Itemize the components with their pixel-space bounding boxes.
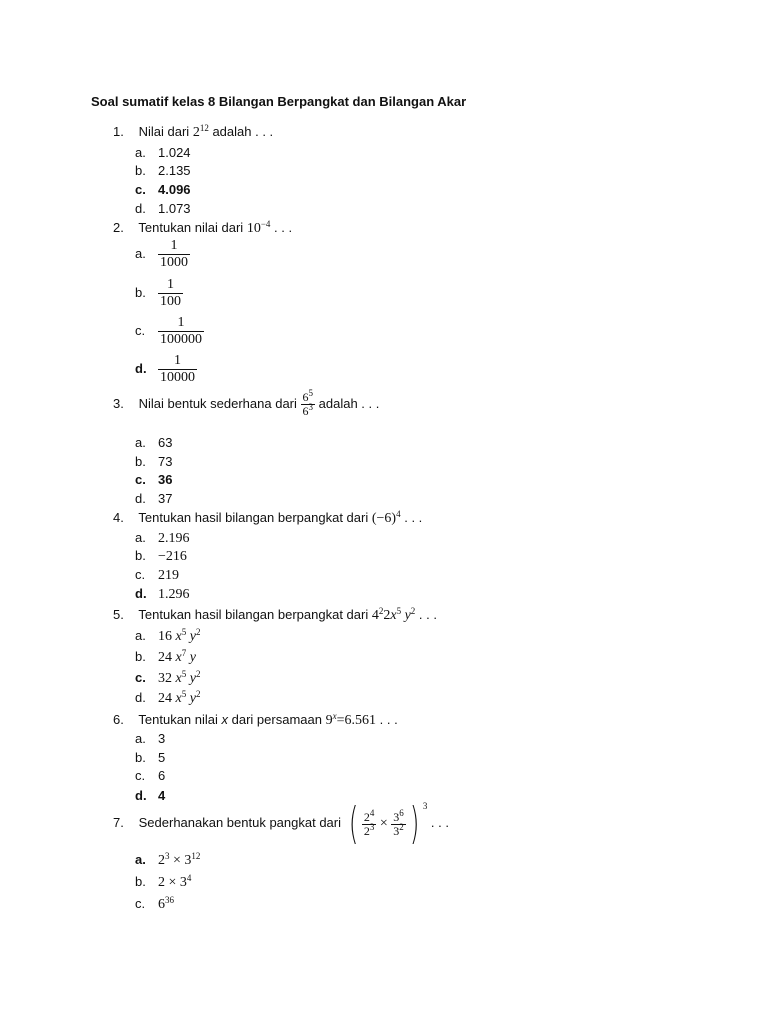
option-5d[interactable]: d. 24 $x^5$ $y^2$ <box>135 689 201 706</box>
question-text: Nilai dari <box>138 124 190 139</box>
question-3: 3. Nilai bentuk sederhana dari $\frac{6^5}{6^3}$ adalah . . . <box>113 388 380 418</box>
option-3b[interactable]: b. 73 <box>135 454 173 469</box>
question-text-after: adalah . . . <box>212 124 274 139</box>
math-expression: ( $\frac{2^4}{2^3}$ × $\frac{3^6}{3^2}$ ) $^3$ <box>348 798 428 849</box>
option-2b[interactable]: b. $\frac{1}{100}$ <box>135 277 181 309</box>
option-6b[interactable]: b. 5 <box>135 750 166 765</box>
option-2a[interactable]: a. $\frac{1}{1000}$ <box>135 238 188 270</box>
option-5c[interactable]: c. 32 $x^5$ $y^2$ <box>135 669 201 686</box>
question-4: 4. Tentukan hasil bilangan berpangkat dari $(-6)^4$ . . . <box>113 509 423 526</box>
document-title: Soal sumatif kelas 8 Bilangan Berpangkat dan Bilangan Akar <box>91 94 467 109</box>
option-3a[interactable]: a. 63 <box>135 435 173 450</box>
math-expression: $2^{12}$ <box>192 123 209 140</box>
option-1b[interactable]: b. 2.135 <box>135 163 191 178</box>
option-4a[interactable]: a. 2.196 <box>135 530 190 546</box>
option-5b[interactable]: b. 24 $x^7$ y <box>135 648 196 665</box>
option-7a[interactable]: a. $2^3 \times 3^{12}$ <box>135 851 201 868</box>
question-7: 7. Sederhanakan bentuk pangkat dari ( $\frac{2^4}{2^3}$ × $\frac{3^6}{3^2}$ ) $^3$ . . . <box>113 798 449 849</box>
option-6d[interactable]: d. 4 <box>135 788 166 803</box>
option-1a[interactable]: a. 1.024 <box>135 145 191 160</box>
option-3c[interactable]: c. 36 <box>135 472 173 487</box>
option-6c[interactable]: c. 6 <box>135 768 166 783</box>
open-paren-icon: ( <box>348 798 358 849</box>
option-2d[interactable]: d. $\frac{1}{10000}$ <box>135 353 195 385</box>
option-1c[interactable]: c. 4.096 <box>135 182 191 197</box>
option-4c[interactable]: c. 219 <box>135 567 179 583</box>
close-paren-icon: ) <box>409 798 420 849</box>
fraction-expression: $\frac{6^5}{6^3}$ <box>302 388 314 418</box>
option-4b[interactable]: b. −216 <box>135 548 187 564</box>
option-2c[interactable]: c. $\frac{1}{100000}$ <box>135 315 202 347</box>
question-1 <box>113 124 273 141</box>
question-6: 6. Tentukan nilai x dari persamaan $9^x=6.561$ . . . <box>113 711 398 728</box>
option-4d[interactable]: d. 1.296 <box>135 586 190 602</box>
math-expression: $10^{-4}$ <box>246 219 271 236</box>
math-expression: $9^x=6.561$ <box>325 711 376 728</box>
question-5: 5. Tentukan hasil bilangan berpangkat dari $4^22x^5$ $y^2$ . . . <box>113 606 437 623</box>
math-expression: $4^22x^5$ $y^2$ <box>371 606 416 623</box>
option-1d[interactable]: d. 1.073 <box>135 201 191 216</box>
math-expression: $(-6)^4$ <box>371 509 401 526</box>
question-2: 2. Tentukan nilai dari $10^{-4}$ . . . <box>113 219 293 236</box>
option-6a[interactable]: a. 3 <box>135 731 166 746</box>
option-7b[interactable]: b. $2 \times 3^4$ <box>135 873 192 890</box>
variable: x <box>221 712 229 727</box>
option-5a[interactable]: a. 16 $x^5$ $y^2$ <box>135 627 201 644</box>
option-3d[interactable]: d. 37 <box>135 491 173 506</box>
question-number: 1. <box>113 124 124 139</box>
option-7c[interactable]: c. $6^{36}$ <box>135 895 174 912</box>
